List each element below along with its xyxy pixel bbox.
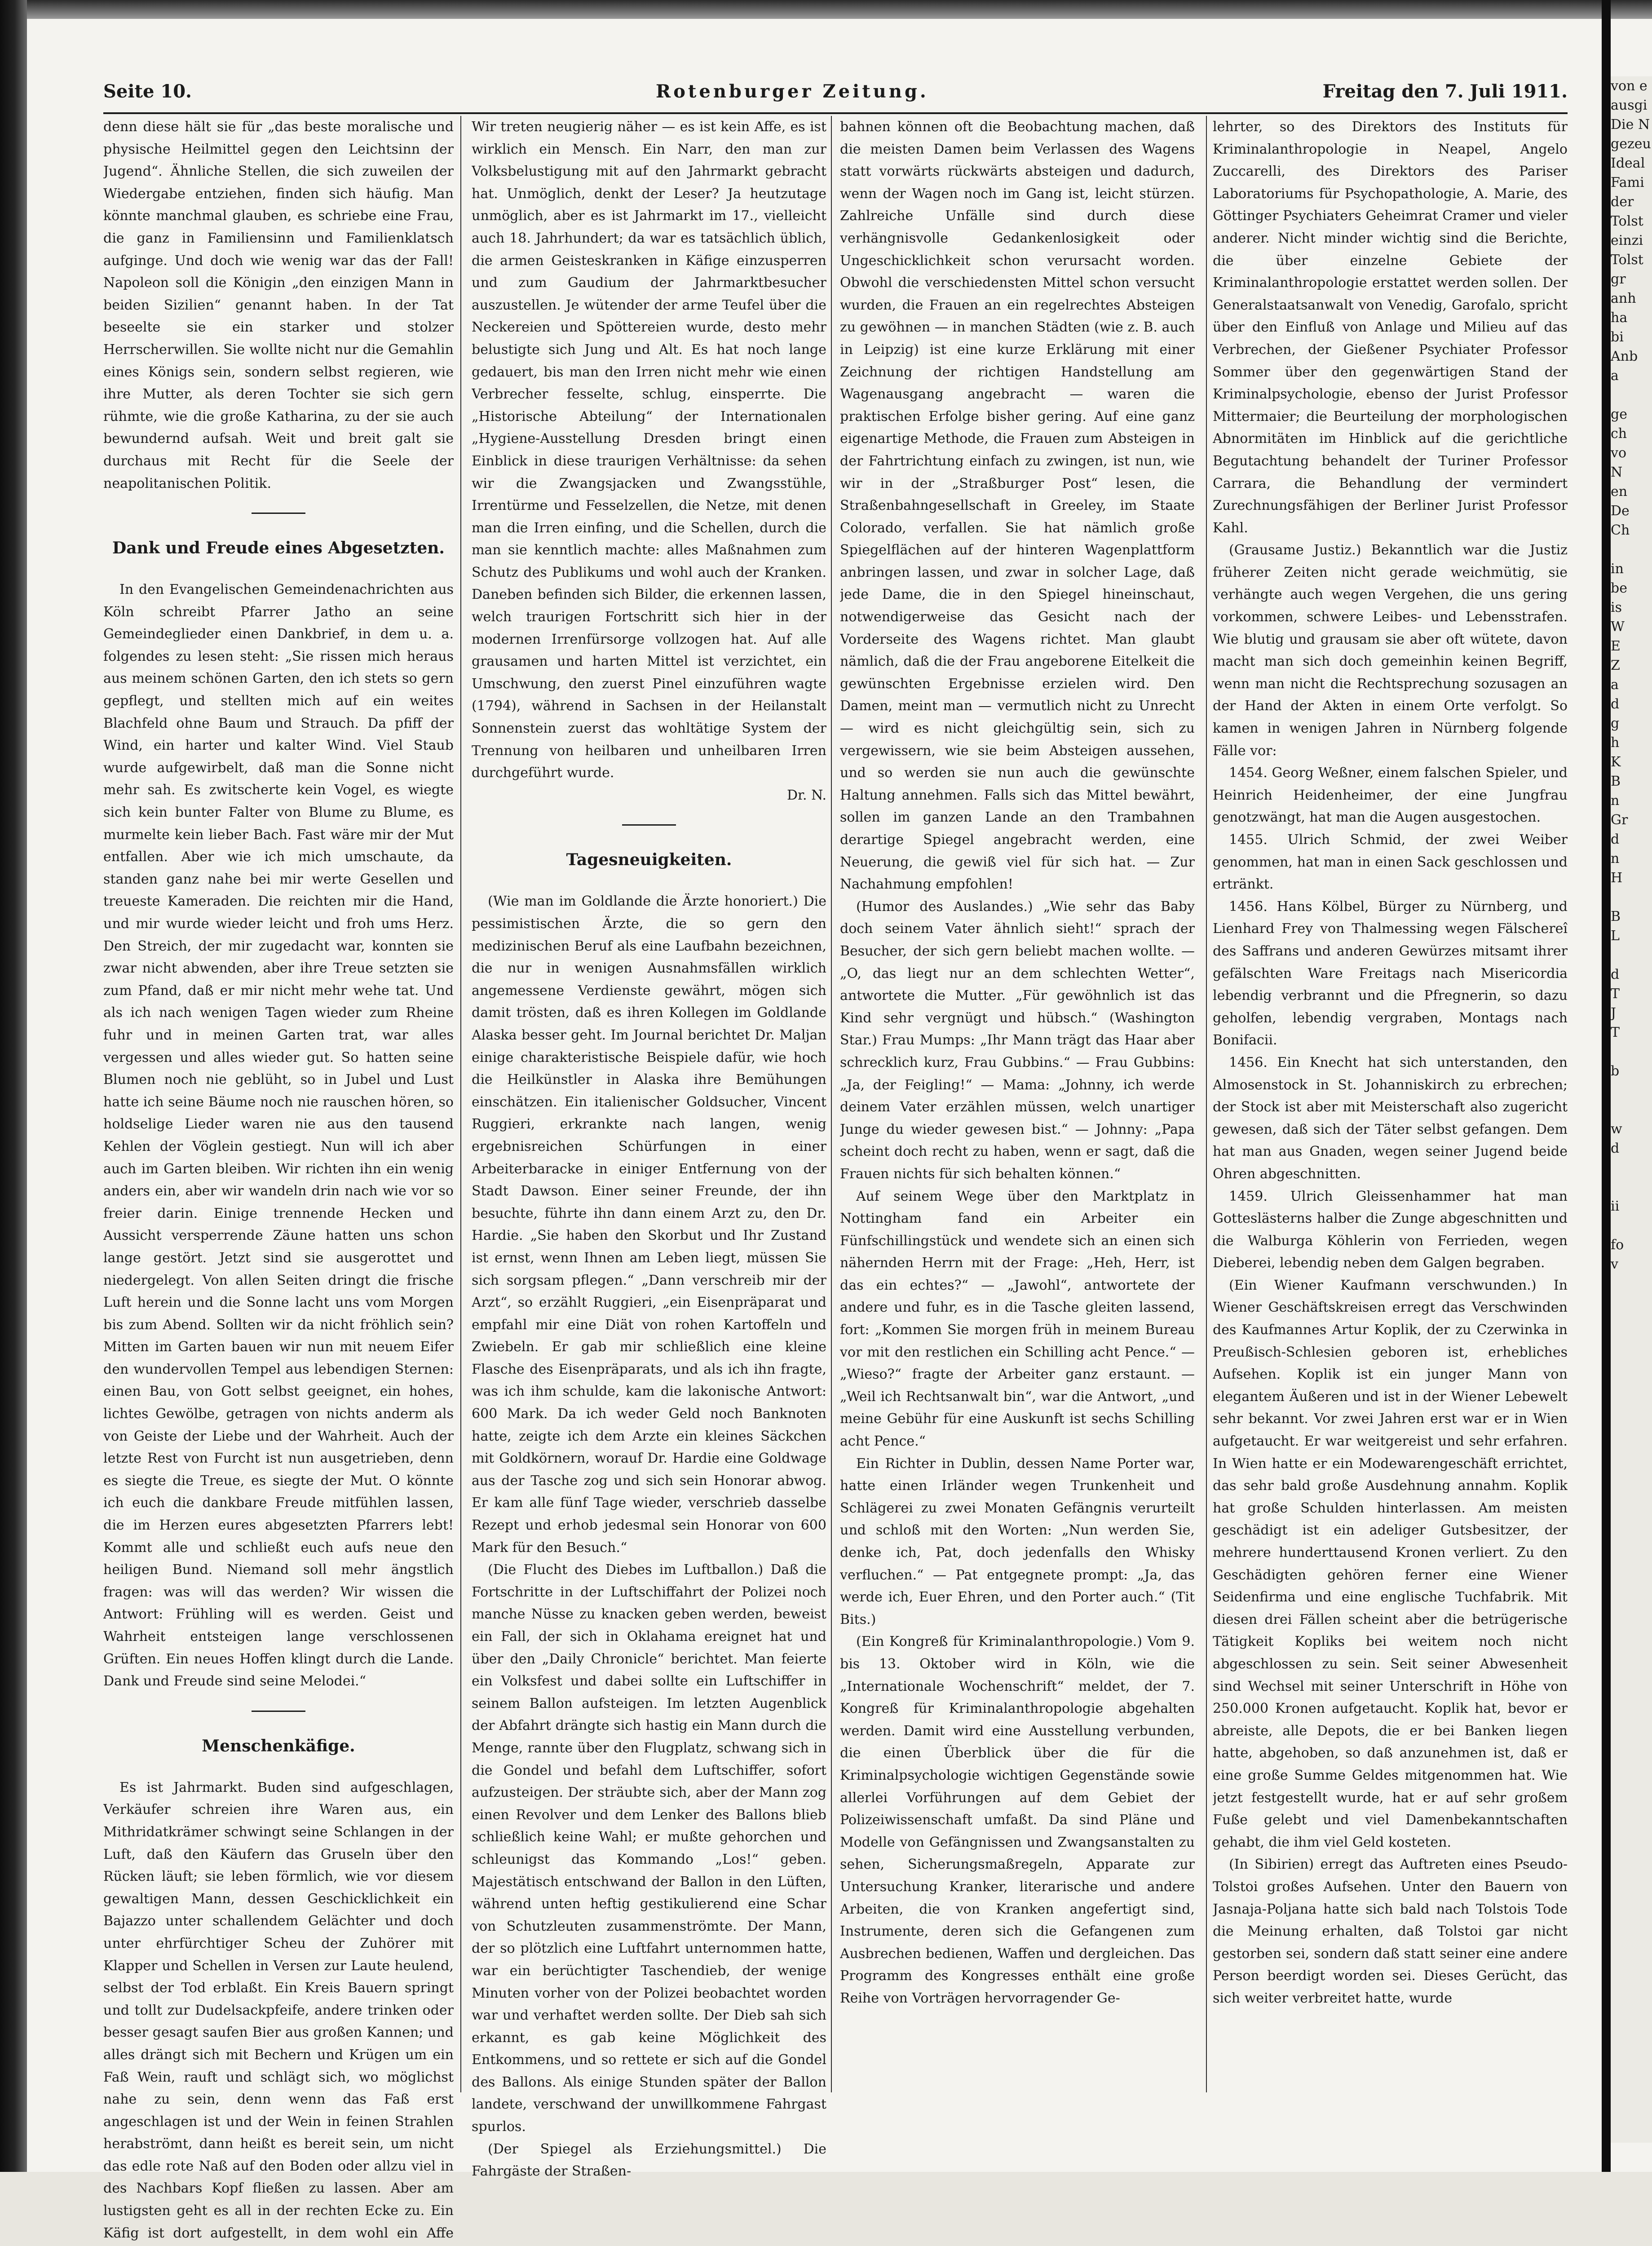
justiz-case-1456a: 1456. Hans Kölbel, Bürger zu Nürnberg, und Lienhard Frey von Thalmessing wegen Fälschereî des Saffrans und anderen Gewürzes mitsamt ihrer gefälschten Ware Freitags nach Misericordia lebendig verbrannt und die Pfregnerin, so dazu geholfen, lebendig vergraben, Montags nach Bonifacii. (1213, 898, 1568, 1048)
next-page-line: von e (1611, 78, 1648, 94)
next-page-line: De (1611, 503, 1630, 519)
next-page-line: g (1611, 716, 1620, 731)
next-page-line (1611, 1042, 1652, 1061)
next-page-line: anh (1611, 291, 1636, 306)
scan-left-edge (0, 0, 27, 2172)
next-page-line: en (1611, 484, 1628, 500)
article-separator (622, 824, 676, 826)
next-page-line (1611, 1100, 1652, 1119)
header-rule (103, 112, 1568, 114)
next-page-line: Tolst (1611, 213, 1643, 229)
section-heading-tagesneuigkeiten: Tagesneuigkeiten. (566, 850, 732, 870)
article-separator (252, 1711, 305, 1712)
justiz-case-1454: 1454. Georg Weßner, einem falschen Spieler, und Heinrich Heidenheimer, der eine Jungfrau genotzwängt, hat man die Augen ausgestochen. (1213, 765, 1568, 826)
next-page-line (1611, 1158, 1652, 1177)
next-page-line: in (1611, 561, 1624, 577)
next-page-line: is (1611, 600, 1622, 615)
next-page-line (1611, 1081, 1652, 1100)
next-page-line: d (1611, 1141, 1620, 1156)
next-page-line: Z (1611, 658, 1620, 673)
next-page-line: ii (1611, 1198, 1620, 1214)
next-page-fragment (1611, 76, 1652, 2143)
next-page-line: W (1611, 619, 1625, 635)
article-separator (252, 513, 305, 514)
next-page-line: Die N (1611, 117, 1650, 133)
news-item-kongress: (Ein Kongreß für Kriminalanthropologie.) Vom 9. bis 13. Oktober wird in Köln, wie die „Internationale Wochenschrift“ meldet, der 7. Kongreß für Kriminalanthropologie abgehalten werden. Damit wird eine Ausstellung verbunden, die einen Überblick über die für die Kriminalpsychologie wichtigen Gegenstände sowie allerlei Vorführungen auf dem Gebiet der Polizeiwissenschaft umfaßt. Da sind Pläne und Modelle von Gefängnissen und Zwangsanstalten zu sehen, Sicherungsmaßregeln, Apparate zur Untersuchung Kranker, literarische und andere Arbeiten, die von Kranken angefertigt sind, Instrumente, deren sich die Gefangenen zum Ausbrechen bedienen, Waffen und dergleichen. Das Programm des Kongresses enthält eine große Reihe von Vorträgen hervorragender Ge- (840, 1634, 1195, 2006)
page-number: Seite 10. (103, 81, 192, 102)
next-page-line: J (1611, 1005, 1617, 1021)
next-page-line: d (1611, 696, 1620, 712)
news-item-dublin: Ein Richter in Dublin, dessen Name Porter war, hatte einen Irländer wegen Trunkenheit und Schlägerei zu zwei Monaten Gefängnis verurteilt und schloß mit den Worten: „Nun werden Sie, denke ich, Pat, doch jedenfalls den Whisky verfluchen.“ — Pat entgegnete prompt: „Ja, das werde ich, Euer Ehren, und den Porter auch.“ (Tit Bits.) (840, 1455, 1195, 1627)
next-page-line: vo (1611, 445, 1627, 461)
article-heading-dank: Dank und Freude eines Abgesetzten. (112, 539, 445, 558)
next-page-line: ausgi (1611, 97, 1648, 113)
next-page-line: ha (1611, 310, 1628, 326)
next-page-line: N (1611, 464, 1623, 480)
next-page-line: einzi (1611, 233, 1643, 248)
next-page-line (1611, 385, 1652, 405)
next-page-line: T (1611, 986, 1620, 1002)
column-divider (831, 116, 832, 2092)
next-page-line: h (1611, 735, 1620, 751)
next-page-line: Anb (1611, 349, 1638, 364)
column-1 (103, 116, 454, 2246)
next-page-line: K (1611, 754, 1621, 770)
next-page-line: bi (1611, 329, 1624, 345)
next-page-line: d (1611, 831, 1620, 847)
next-page-line (1611, 1177, 1652, 1197)
next-page-line: d (1611, 967, 1620, 982)
news-item-goldland: (Wie man im Goldlande die Ärzte honoriert.) Die pessimistischen Ärzte, die so gern den medizinischen Beruf als eine Laufbahn bezeichnen, die nur in wenigen Ausnahmsfällen wirklich angemessene Verdienste gewährt, mögen sich damit trösten, daß es ihren Kollegen im Goldlande Alaska besser geht. Im Journal berichtet Dr. Maljan einige charakteristische Beispiele dafür, wie hoch die Heilkünstler in Alaska ihre Bemühungen einschätzen. Ein italienischer Goldsucher, Vincent Ruggieri, erkrankte nach langen, wenig ergebnisreichen Schürfungen in einer Arbeiterbaracke in einiger Entfernung von der Stadt Dawson. Einer seiner Freunde, der ihn besuchte, führte ihn dann einem Arzt zu, den Dr. Hardie. „Sie haben den Skorbut und Ihr Zustand ist ernst, wenn Ihnen am Leben liegt, müssen Sie sich sorgsam pflegen.“ „Dann verschreib mir der Arzt“, so erzählt Ruggieri, „ein Eisenpräparat und empfahl mir eine Diät von rohen Kartoffeln und Zwiebeln. Er gab mir schließlich eine kleine Flasche des Eisenpräparats, und als ich ihn fragte, was ich ihm schulde, kam die lakonische Antwort: 600 Mark. Da ich weder Geld noch Banknoten hatte, zeigte ich dem Arzte ein kleines Säckchen mit Goldkörnern, worauf Dr. Hardie eine Goldwage aus der Tasche zog und sich sein Honorar abwog. Er kam alle fünf Tage wieder, verschrieb dasselbe Rezept und erhob jedesmal sein Honorar von 600 Mark für den Besuch.“ (472, 893, 826, 1556)
news-item-spiegel-continued: bahnen können oft die Beobachtung machen, daß die meisten Damen beim Verlassen des Wagens statt vorwärts rückwärts absteigen und dadurch, wenn der Wagen noch im Gang ist, leicht stürzen. Zahlreiche Unfälle sind durch diese verhängnisvolle Gedankenlosigkeit oder Ungeschicklichkeit schon verursacht worden. Obwohl die verschiedensten Mittel schon versucht wurden, die Frauen an ein regelrechtes Absteigen zu gewöhnen — in manchen Städten (wie z. B. auch in Leipzig) ist eine kurze Erklärung mit einer Zeichnung der richtigen Handstellung am Wagenausgang angebracht — waren die praktischen Erfolge bisher gering. Auf eine ganz eigenartige Methode, die Frauen zum Absteigen in der Fahrtrichtung einfach zu zwingen, ist nun, wie wir in der „Straßburger Post“ lesen, die Straßenbahngesellschaft in Greeley, im Staate Colorado, verfallen. Sie hat nämlich große Spiegelflächen auf der hinteren Wagenplattform anbringen lassen, und zwar in solcher Lage, daß jede Dame, die in den Spiegel hineinschaut, notwendigerweise das Gesicht nach der Vorderseite des Wagens richtet. Man glaubt nämlich, daß die der Frau angeborene Eitelkeit die gewünschten Ergebnisse erzielen wird. Den Damen, meint man — vermutlich nicht zu Unrecht — wird es nicht gleichgültig sein, sich zu vergewissern, wie sie beim Absteigen aussehen, und so werden sie nun auch die gewünschte Haltung annehmen. Falls sich das Mittel bewährt, sollen im ganzen Lande an den Trambahnen derartige Spiegel angebracht werden, eine Neuerung, die gewiß viel für sich hat. — Zur Nachahmung empfohlen! (840, 119, 1195, 893)
next-page-line: Ch (1611, 522, 1630, 538)
next-page-line: der (1611, 194, 1634, 210)
article-text-queen-continued: denn diese hält sie für „das beste moralische und physische Heilmittel gegen den Leichtsinn der Jugend“. Ähnliche Stellen, die sich zuweilen der Wiedergabe entziehen, finden sich häufig. Man könnte manchmal glauben, es schriebe eine Frau, die ganz in Familiensinn und Familienklatsch aufginge. Und doch wie wenig war das der Fall! Napoleon soll die Königin „den einzigen Mann in beiden Sizilien“ genannt haben. In der Tat beseelte sie ein starker und stolzer Herrscherwillen. Sie wollte nicht nur die Gemahlin eines Königs sein, sondern selbst regieren, wie ihre Mutter, als deren Tochter sie sich gern rühmte, wie die große Katharina, zu der sie auch bewundernd aufsah. Weit und breit galt sie durchaus mit Recht für die Seele der neapolitanischen Politik. (103, 119, 454, 491)
next-page-line: gr (1611, 271, 1626, 287)
column-4 (1213, 116, 1568, 2009)
news-item-luftballon: (Die Flucht des Diebes im Luftballon.) Daß die Fortschritte in der Luftschiffahrt der Polizei noch manche Nüsse zu knacken geben werden, beweist ein Fall, der sich in Oklahama ereignet hat und über den „Daily Chronicle“ berichtet. Man feierte ein Volksfest und dabei sollte ein Luftschiffer in seinem Ballon aufsteigen. Im letzten Augenblick der Abfahrt drängte sich hastig ein Mann durch die Menge, rannte über den Flugplatz, schwang sich in die Gondel und befahl dem Luftschiffer, sofort aufzusteigen. Der sträubte sich, aber der Mann zog einen Revolver und dem Lenker des Ballons blieb schließlich keine Wahl; er mußte gehorchen und schleunigst das Kommando „Los!“ geben. Majestätisch entschwand der Ballon in den Lüften, während unten heftig gestikulierend eine Schar von Schutzleuten zusammenströmte. Der Mann, der so plötzlich eine Luftfahrt unternommen hatte, war ein berüchtigter Taschendieb, der wenige Minuten vorher von der Polizei beobachtet worden war und verhaftet werden sollte. Der Dieb sah sich erkannt, es gab keine Möglichkeit des Entkommens, und so rettete er sich auf die Gondel des Ballons. Als einige Stunden später der Ballon landete, verschwand der unwillkommene Fahrgast spurlos. (472, 1562, 826, 2135)
next-page-line: B (1611, 909, 1621, 924)
column-divider (1206, 116, 1207, 2092)
column-3 (840, 116, 1195, 2009)
page-header (103, 81, 1568, 112)
next-page-line: a (1611, 368, 1619, 384)
news-item-wiener-kaufmann: (Ein Wiener Kaufmann verschwunden.) In Wiener Geschäftskreisen erregt das Verschwinden des Kaufmannes Artur Koplik, der zu Czerwinka in Preußisch-Schlesien geboren ist, erhebliches Aufsehen. Koplik ist ein junger Mann von elegantem Äußeren und ist in der Wiener Lebewelt sehr bekannt. Vor zwei Jahren erst war er in Wien aufgetaucht. Er war weitgereist und sehr erfahren. In Wien hatte er ein Modewarengeschäft errichtet, das sehr bald große Ausdehnung annahm. Koplik hat große Schulden hinterlassen. Am meisten geschädigt ist ein adeliger Gutsbesitzer, der mehrere hunderttausend Kronen verliert. Zu den Geschädigten gehören ferner eine Wiener Seidenfirma und eine englische Tuchfabrik. Mit diesen drei Fällen scheint aber die betrügerische Tätigkeit Kopliks bei weitem noch nicht abgeschlossen zu sein. Seit seiner Abwesenheit sind Wechsel mit seiner Unterschrift in Höhe von 250.000 Kronen aufgetaucht. Koplik hat, bevor er abreiste, alle Depots, die er bei Banken liegen hatte, abgehoben, so daß anzunehmen ist, daß er eine große Summe Geldes mitgenommen hat. Wie jetzt festgestellt wurde, hat er auf sehr großem Fuße gelebt und viel Damenbekanntschaften gehabt, die ihm viel Geld kosteten. (1213, 1277, 1568, 1850)
article-heading-menschenkaefige: Menschenkäfige. (202, 1736, 355, 1755)
next-page-line: Fami (1611, 175, 1644, 190)
column-2 (472, 116, 826, 2183)
issue-date: Freitag den 7. Juli 1911. (1322, 81, 1568, 102)
next-page-line: be (1611, 580, 1627, 596)
news-item-sibirien: (In Sibirien) erregt das Auftreten eines Pseudo-Tolstoi großes Aufsehen. Unter den Bauern von Jasnaja-Poljana hatte sich bald nach Tolstois Tode die Meinung erhalten, daß Tolstoi gar nicht gestorben sei, sondern daß statt seiner eine andere Person beerdigt worden sei. Dieses Gerücht, das sich weiter verbreitet hatte, wurde (1213, 1857, 1568, 2006)
news-item-humor: (Humor des Auslandes.) „Wie sehr das Baby doch seinem Vater ähnlich sieht!“ sprach der Besucher, der sich gern beliebt machen wollte. — „O, das liegt nur an dem schlechten Wetter“, antwortete die Mutter. „Für gewöhnlich ist das Kind sehr vergnügt und hübsch.“ (Washington Star.) Frau Mumps: „Ihr Mann trägt das Haar aber schrecklich kurz, Frau Gubbins.“ — Frau Gubbins: „Ja, der Feigling!“ — Mama: „Johnny, ich werde deinem Vater erzählen müssen, welch unartiger Junge du wieder gewesen bist.“ — Johnny: „Papa scheint doch recht zu haben, wenn er sagt, daß die Frauen nichts für sich behalten können.“ (840, 898, 1195, 1182)
next-page-line (1611, 946, 1652, 965)
next-page-line: ch (1611, 426, 1627, 442)
next-page-line: v (1611, 1256, 1618, 1272)
next-page-line: a (1611, 677, 1619, 693)
article-signature: Dr. N. (786, 787, 826, 803)
next-page-line: B (1611, 774, 1621, 789)
news-item-kongress-continued: lehrter, so des Direktors des Instituts für Kriminalanthropologie in Neapel, Angelo Zuccarelli, des Direktors des Pariser Laboratoriums für Psychopathologie, A. Marie, des Göttinger Psychiaters Geheimrat Cramer und vieler anderer. Nicht minder wichtig sind die Berichte, die über einzelne Gebiete der Kriminalanthropologie erstattet werden sollen. Der Generalstaatsanwalt von Venedig, Garofalo, spricht über den Einfluß von Anlage und Milieu auf das Verbrechen, der Gießener Psychiater Professor Sommer über den gegenwärtigen Stand der Kriminalpsychologie, ebenso der Jurist Professor Mittermaier; die Beurteilung der morphologischen Abnormitäten im Hinblick auf die gerichtliche Begutachtung behandelt der Turiner Professor Carrara, die Behandlung der vermindert Zurechnungsfähigen der Berliner Jurist Professor Kahl. (1213, 119, 1568, 536)
next-page-line: T (1611, 1025, 1620, 1040)
next-page-line: Tolst (1611, 252, 1643, 268)
next-page-line: b (1611, 1063, 1620, 1079)
next-page-line: n (1611, 851, 1620, 867)
next-page-line: E (1611, 638, 1621, 654)
article-text-menschenkaefige-continued: Wir treten neugierig näher — es ist kein Affe, es ist wirklich ein Mensch. Ein Narr, den man zur Volksbelustigung mit auf den Jahrmarkt gebracht hat. Unmöglich, denkt der Leser? Ja heutzutage unmöglich, aber es ist Jahrmarkt im 17., vielleicht auch 18. Jahrhundert; da war es tatsächlich üblich, die armen Geisteskranken in Käfige einzusperren und zum Gaudium der Jahrmarktbesucher auszustellen. Je wütender der arme Teufel über die Neckereien und Spöttereien wurde, desto mehr belustigte sich Jung und Alt. Es hat noch lange gedauert, bis man den Irren nicht mehr wie einen Verbrecher fesselte, schlug, einsperrte. Die „Historische Abteilung“ der Internationalen „Hygiene-Ausstellung Dresden bringt einen Einblick in diese traurigen Verhältnisse: da sehen wir die Zwangsjacken und Zwangsstühle, Irrentürme und Fesselzellen, die Netze, mit denen man die Irren einfing, und die Schellen, durch die man sie kenntlich machte: alles Maßnahmen zum Schutz des Publikums und wohl auch der Kranken. Daneben befinden sich Bilder, die erkennen lassen, welch traurigen Fortschritt sich hier in der modernen Irrenfürsorge vollzogen hat. Auf alle grausamen und harten Mittel ist verzichtet, ein Umschwung, den zuerst Pinel einzuführen wagte (1794), während in Sachsen in der Heilanstalt Sonnenstein zuerst das wohltätige System der Trennung von heilbaren und unheilbaren Irren durchgeführt wurde. (472, 119, 826, 781)
justiz-case-1455: 1455. Ulrich Schmid, der zwei Weiber genommen, hat man in einen Sack geschlossen und ertränkt. (1213, 832, 1568, 893)
next-page-line: H (1611, 870, 1623, 886)
news-item-justiz: (Grausame Justiz.) Bekanntlich war die Justiz früherer Zeiten nicht gerade weichmütig, sie verhängte auch wegen Vergehen, die uns gering vorkommen, schwere Leibes- und Lebensstrafen. Wie blutig und grausam sie aber oft wütete, davon macht man sich doch gemeinhin keinen Begriff, wenn man nicht die Rechtsprechung sozusagen an der Hand der Akten in einem Orte verfolgt. So kamen in wenigen Jahren in Nürnberg folgende Fälle vor: (1213, 542, 1568, 759)
next-page-line: Gr (1611, 812, 1628, 828)
next-page-line: w (1611, 1121, 1622, 1137)
justiz-case-1459: 1459. Ulrich Gleissenhammer hat man Gotteslästerns halber die Zunge abgeschnitten und die Walburga Köhlerin von Ferrieden, wegen Dieberei, lebendig neben dem Galgen begraben. (1213, 1188, 1568, 1271)
masthead-title: Rotenburger Zeitung. (656, 81, 929, 102)
next-page-line: fo (1611, 1237, 1624, 1253)
article-text-menschenkaefige: Es ist Jahrmarkt. Buden sind aufgeschlagen, Verkäufer schreien ihre Waren aus, ein Mithridatkrämer schwingt seine Schlangen in der Luft, daß den Käufern das Gruseln über den Rücken läuft; sie leben förmlich, wie vor diesem gewaltigen Mann, dessen Geschicklichkeit ein Bajazzo unter schallendem Gelächter und doch unter ehrfürchtiger Scheu der Zuhörer mit Klapper und Schellen in Versen zur Laute heulend, selbst der Tod erblaßt. Ein Kreis Bauern springt und tollt zur Dudelsackpfeife, andere trinken oder besser gesagt saufen Bier aus großen Kannen; und alles drängt sich mit Bechern und Krügen um ein Faß Wein, rauft und schlägt sich, wo möglichst nahe zu sein, denn wenn das Faß erst angeschlagen ist und der Wein in feinen Strahlen herabströmt, dann heißt es bereit sein, um nicht das edle rote Naß auf den Boden oder allzu viel in des Nachbars Kopf fließen zu lassen. Aber am lustigsten geht es all in der rechten Ecke zu. Ein Käfig ist dort aufgestellt, in dem wohl ein Affe (103, 1779, 454, 2241)
next-page-line (1611, 1216, 1652, 1235)
next-page-line: gezeu (1611, 136, 1651, 152)
next-page-line: Ideal (1611, 155, 1645, 171)
article-text-dank: In den Evangelischen Gemeindenachrichten aus Köln schreibt Pfarrer Jatho an seine Gemeindeglieder einen Dankbrief, in dem u. a. folgendes zu lesen steht: „Sie rissen mich heraus aus meinem schönen Garten, den ich stets so gern gepflegt, und stellten mich auf ein weites Blachfeld ohne Baum und Strauch. Da pfiff der Wind, ein harter und kalter Wind. Viel Staub wurde aufgewirbelt, daß man die Sonne nicht mehr sah. Es zwitscherte kein Vogel, es wiegte sich kein bunter Falter von Blume zu Blume, es murmelte kein lieber Bach. Fast wäre mir der Mut entfallen. Aber wie ich mich umschaute, da standen ganz nahe bei mir werte Gesellen und treueste Kameraden. Die reichten mir die Hand, und mir wurde wieder leicht und froh ums Herz. Den Streich, der mir zugedacht war, konnten sie zwar nicht abwenden, aber ihre Treue setzten sie zum Pfand, daß er mir nicht mehr wehe tat. Und als ich nach wenigen Tagen wieder zum Rheine fuhr und in meinen Garten trat, war alles vergessen und alles wieder gut. So hatten seine Blumen noch nie geblüht, so in Jubel und Lust hatte ich seine Bäume noch nie rauschen hören, so holdselige Lieder waren nie aus den tausend Kehlen der Vöglein gestiegt. Nun will ich aber auch im Garten bleiben. Wir richten ihn ein wenig anders ein, aber wir wandeln drin nach wie vor so freier darin. Einige trennende Hecken und Aussicht versperrende Zäune hatten uns schon lange gestört. Jetzt sind sie ausgerottet und niedergelegt. Von allen Seiten dringt die frische Luft herein und die Sonne lacht uns vom Morgen bis zum Abend. Sollten wir da nicht fröhlich sein? Mitten im Garten bauen wir nun mit neuem Eifer den wundervollen Tempel aus lebendigen Sternen: einen Bau, von Gott selbst geeignet, ein hohes, lichtes Gewölbe, getragen von nichts anderm als von Geiste der Liebe und der Wahrheit. Auch der letzte Rest von Furcht ist nun ausgetrieben, denn es siegte die Treue, es siegte der Mut. O könnte ich euch die dankbare Freude mitfühlen lassen, die im Herzen eures abgesetzten Pfarrers lebt! Kommt alle und schließt euch aufs neue den heiligen Bund. Niemand soll mehr ängstlich fragen: was will das werden? Wir wissen die Antwort: Frühling will es werden. Geist und Wahrheit entsteigen lange verschlossenen Grüften. Ein neues Hoffen klingt durch die Lande. Dank und Freude sind seine Melodei.“ (103, 582, 454, 1689)
next-page-line (1611, 888, 1652, 907)
justiz-case-1456b: 1456. Ein Knecht hat sich unterstanden, den Almosenstock in St. Johanniskirch zu erbrechen; der Stock ist aber mit Meisterschaft also zugericht gewesen, daß sich der Täter selbst gefangen. Dem hat man aus Gnaden, wegen seiner Jugend beide Ohren abgeschnitten. (1213, 1054, 1568, 1182)
next-page-line: L (1611, 928, 1620, 944)
next-page-line: n (1611, 793, 1620, 809)
next-page-line (1611, 540, 1652, 559)
news-item-spiegel-start: (Der Spiegel als Erziehungsmittel.) Die Fahrgäste der Straßen- (472, 2141, 826, 2180)
column-divider (460, 116, 461, 2092)
news-item-nottingham: Auf seinem Wege über den Marktplatz in Nottingham fand ein Arbeiter ein Fünfschillingstück und wendete sich an einen sich nähernden Herrn mit der Frage: „Heh, Herr, ist das ein echtes?“ — „Jawohl“, antwortete der andere und fuhr, es in die Tasche gleiten lassend, fort: „Kommen Sie morgen früh in meinem Bureau vor mit den restlichen ein Schilling acht Pence.“ — „Wieso?“ fragte der Arbeiter ganz erstaunt. — „Weil ich Rechtsanwalt bin“, war die Antwort, „und meine Gebühr für eine Auskunft ist sechs Schilling acht Pence.“ (840, 1188, 1195, 1450)
next-page-line: ge (1611, 407, 1627, 422)
page-gutter (1602, 0, 1611, 2172)
scan-top-edge (0, 0, 1652, 19)
